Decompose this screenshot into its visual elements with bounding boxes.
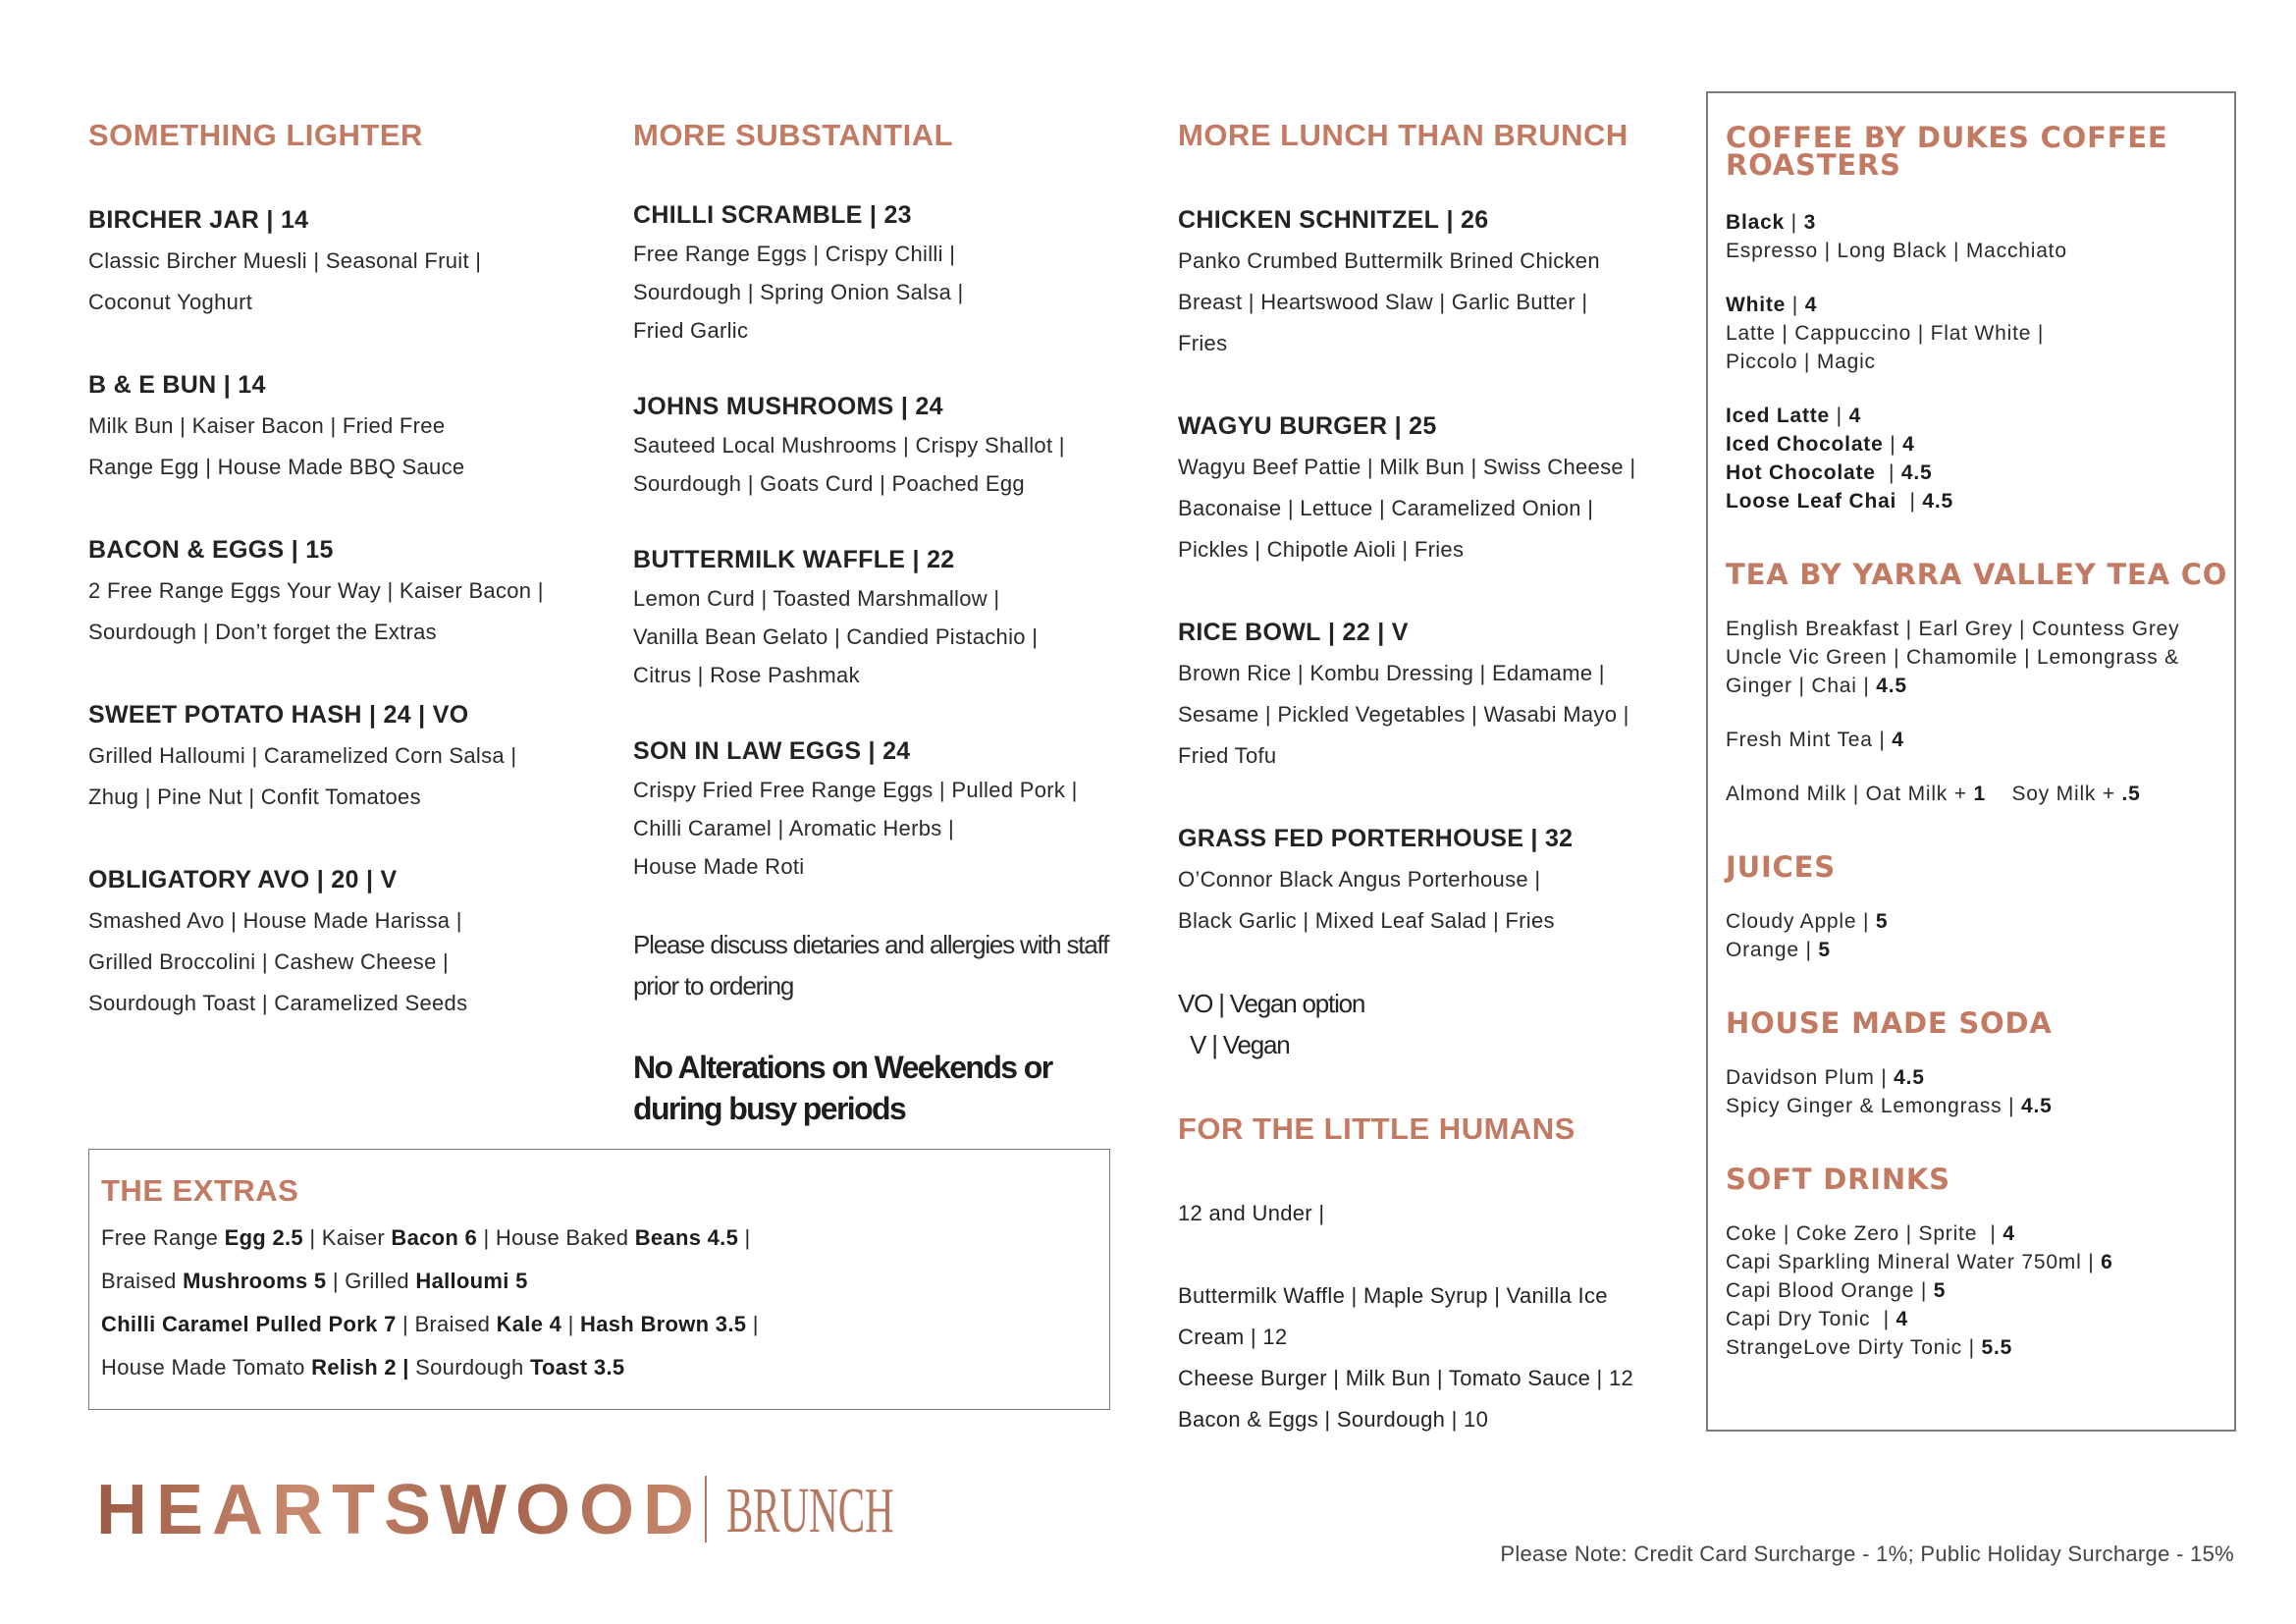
kids-line: Cream | 12 — [1178, 1325, 1288, 1349]
extras-line — [101, 1217, 1109, 1260]
line-text: | — [1830, 405, 1849, 427]
item-name: OBLIGATORY AVO — [88, 866, 310, 893]
price-text: 4.5 — [2020, 1095, 2053, 1117]
item-description: Sourdough Toast | Caramelized Seeds — [88, 991, 468, 1015]
drink-line — [1726, 291, 2234, 319]
price-text: Egg 2.5 — [224, 1225, 303, 1250]
drink-line — [1726, 1276, 2234, 1305]
heading-line: JUICES — [1726, 850, 1836, 884]
item-description: Sesame | Pickled Vegetables | Wasabi Mayo | — [1178, 702, 1629, 727]
line-text: Almond Milk | Oat Milk + — [1726, 783, 1974, 805]
price-text: Mushrooms 5 — [183, 1269, 327, 1293]
extras-box — [88, 1149, 1110, 1410]
item-description: Grilled Broccolini | Cashew Cheese | — [88, 949, 450, 974]
alterations-warning — [633, 1047, 1144, 1129]
menu-item — [88, 529, 599, 653]
line-text: | — [1785, 211, 1804, 234]
drink-group — [1726, 907, 2234, 964]
drink-line — [1726, 780, 2234, 808]
item-description: Fried Garlic — [633, 318, 749, 343]
item-name: BUTTERMILK WAFFLE — [633, 546, 906, 573]
item-description: Fries — [1178, 331, 1228, 355]
note-line: prior to ordering — [633, 971, 794, 1001]
menu-item — [1178, 406, 1688, 570]
price-text: 4.5 — [1894, 1066, 1925, 1089]
heading-line: ROASTERS — [1726, 148, 1901, 182]
drink-line — [1726, 319, 2234, 348]
section-heading — [1726, 1006, 2234, 1040]
item-price: | 14 — [259, 206, 309, 234]
drink-group — [1726, 291, 2234, 376]
drinks-section — [1726, 121, 2234, 515]
item-description: Zhug | Pine Nut | Confit Tomatoes — [88, 785, 421, 809]
line-text: Coke | Coke Zero | Sprite | — [1726, 1222, 2003, 1245]
item-price: | 22 — [905, 546, 955, 573]
line-text: | — [1883, 433, 1903, 456]
legend-line: VO | Vegan option — [1178, 989, 1365, 1018]
section-heading: MORE SUBSTANTIAL — [633, 118, 954, 152]
menu-item — [633, 732, 1144, 886]
item-description: Black Garlic | Mixed Leaf Salad | Fries — [1178, 908, 1555, 933]
item-description: O’Connor Black Angus Porterhouse | — [1178, 867, 1541, 892]
line-text: StrangeLove Dirty Tonic | — [1726, 1336, 1982, 1359]
item-description: Coconut Yoghurt — [88, 290, 253, 314]
line-text: Ginger | Chai | — [1726, 675, 1877, 697]
item-title — [88, 859, 599, 900]
item-description: Brown Rice | Kombu Dressing | Edamame | — [1178, 661, 1605, 685]
drink-line — [1726, 672, 2234, 700]
item-price: | 22 | V — [1320, 619, 1409, 646]
item-description: Free Range Eggs | Crispy Chilli | — [633, 242, 956, 266]
price-text: 5 — [1818, 939, 1831, 961]
item-name: GRASS FED PORTERHOUSE — [1178, 825, 1524, 852]
item-name: CHILLI SCRAMBLE — [633, 201, 863, 229]
brand-subtitle: BRUNCH — [726, 1475, 894, 1546]
extras-line — [101, 1346, 1109, 1389]
drink-line — [1726, 1063, 2234, 1092]
item-name: WAGYU BURGER — [1178, 412, 1388, 440]
legend-line: V | Vegan — [1178, 1030, 1290, 1059]
line-text: Latte | Cappuccino | Flat White | — [1726, 322, 2045, 345]
drink-group — [1726, 1063, 2234, 1120]
section-heading: THE EXTRAS — [101, 1173, 299, 1208]
logo-divider — [705, 1476, 707, 1543]
drink-line — [1726, 487, 2234, 515]
heading-line: COFFEE BY DUKES COFFEE — [1726, 121, 2168, 154]
drink-group — [1726, 1219, 2234, 1362]
item-description: Milk Bun | Kaiser Bacon | Fried Free — [88, 413, 446, 438]
item-description: Lemon Curd | Toasted Marshmallow | — [633, 586, 1000, 611]
price-text: White — [1726, 294, 1787, 316]
line-text: Fresh Mint Tea | — [1726, 729, 1893, 751]
item-price: | 15 — [284, 536, 334, 564]
menu-item — [88, 859, 599, 1024]
line-text: Free Range — [101, 1225, 225, 1250]
drink-group — [1726, 402, 2234, 515]
item-description: Sourdough | Spring Onion Salsa | — [633, 280, 964, 304]
drink-line — [1726, 1092, 2234, 1120]
menu-column-more-substantial — [633, 118, 1144, 1129]
item-price: | 32 — [1523, 825, 1574, 852]
price-text: 4 — [1892, 729, 1904, 751]
surcharge-note: Please Note: Credit Card Surcharge - 1%; Public Holiday Surcharge - 15% — [1500, 1542, 2234, 1566]
line-text: | — [738, 1225, 751, 1250]
section-heading — [1726, 850, 2234, 884]
heading-line: SOFT DRINKS — [1726, 1163, 1950, 1196]
line-text: | Kaiser — [302, 1225, 392, 1250]
item-description: Sauteed Local Mushrooms | Crispy Shallot | — [633, 433, 1065, 458]
line-text: Davidson Plum | — [1726, 1066, 1895, 1089]
drink-line — [1726, 402, 2234, 430]
line-text: Uncle Vic Green | Chamomile | Lemongrass & — [1726, 646, 2179, 669]
price-text: Toast 3.5 — [529, 1355, 625, 1380]
item-description: 2 Free Range Eggs Your Way | Kaiser Bacon | — [88, 578, 544, 603]
menu-item — [88, 199, 599, 323]
drinks-panel — [1706, 91, 2236, 1432]
line-text: Capi Dry Tonic | — [1726, 1308, 1896, 1330]
line-text: | — [561, 1312, 581, 1336]
drink-line — [1726, 1333, 2234, 1362]
line-text: Braised — [101, 1269, 184, 1293]
item-price: | 24 — [861, 737, 911, 765]
item-description: Vanilla Bean Gelato | Candied Pistachio | — [633, 624, 1039, 649]
line-text: | — [1786, 294, 1805, 316]
line-text: Piccolo | Magic — [1726, 351, 1876, 373]
price-text: Bacon 6 — [391, 1225, 478, 1250]
item-title — [1178, 199, 1688, 241]
menu-item — [1178, 612, 1688, 777]
price-text: Hash Brown 3.5 — [580, 1312, 747, 1336]
line-text: Capi Sparkling Mineral Water 750ml | — [1726, 1251, 2102, 1273]
drinks-section — [1726, 558, 2234, 808]
warning-line: during busy periods — [633, 1091, 906, 1126]
extras-line — [101, 1303, 1109, 1346]
item-title — [88, 199, 599, 241]
menu-item — [1178, 818, 1688, 942]
item-description: Crispy Fried Free Range Eggs | Pulled Pork | — [633, 778, 1078, 802]
menu-item — [88, 694, 599, 818]
drink-line — [1726, 237, 2234, 265]
item-price: | 25 — [1387, 412, 1437, 440]
dietary-legend — [1178, 983, 1688, 1065]
item-title — [1178, 818, 1688, 859]
kids-line: Buttermilk Waffle | Maple Syrup | Vanilla Ice — [1178, 1283, 1608, 1308]
menu-column-something-lighter — [88, 118, 599, 1065]
menu-item — [1178, 199, 1688, 364]
dietary-note — [633, 924, 1144, 1006]
price-text: 4 — [1804, 294, 1818, 316]
price-text: 4.5 — [1876, 675, 1907, 697]
item-description: Wagyu Beef Pattie | Milk Bun | Swiss Cheese | — [1178, 455, 1636, 479]
item-description: Panko Crumbed Buttermilk Brined Chicken — [1178, 248, 1600, 273]
drink-line — [1726, 459, 2234, 487]
item-title — [633, 732, 1144, 771]
menu-item — [88, 364, 599, 488]
price-text: Iced Chocolate — [1726, 433, 1884, 456]
price-text: Black — [1726, 211, 1786, 234]
kids-line — [1178, 1234, 1688, 1275]
price-text: Kale 4 — [496, 1312, 562, 1336]
brand-logo: HEARTSWOOD — [96, 1471, 703, 1549]
line-text: | Braised — [396, 1312, 497, 1336]
price-text: 6 — [2101, 1251, 2113, 1273]
note-line: Please discuss dietaries and allergies with staff — [633, 930, 1109, 959]
drink-line — [1726, 430, 2234, 459]
drink-line — [1726, 1219, 2234, 1248]
section-heading — [1726, 1163, 2234, 1196]
menu-item — [633, 196, 1144, 350]
item-name: RICE BOWL — [1178, 619, 1321, 646]
item-description: Fried Tofu — [1178, 743, 1277, 768]
section-heading: FOR THE LITTLE HUMANS — [1178, 1111, 1575, 1146]
line-text: English Breakfast | Earl Grey | Countess Grey — [1726, 618, 2180, 640]
drink-line — [1726, 348, 2234, 376]
item-price: | 26 — [1439, 206, 1489, 234]
price-text: 4.5 — [1922, 490, 1953, 513]
item-description: Chilli Caramel | Aromatic Herbs | — [633, 816, 954, 840]
line-text: Soy Milk + — [1985, 783, 2122, 805]
item-title — [88, 364, 599, 406]
drinks-section — [1726, 850, 2234, 964]
line-text: Sourdough — [408, 1355, 530, 1380]
line-text: | — [1875, 461, 1901, 484]
drink-line — [1726, 643, 2234, 672]
line-text: | House Baked — [477, 1225, 635, 1250]
menu-item — [633, 541, 1144, 694]
heading-line: TEA BY YARRA VALLEY TEA CO — [1726, 558, 2228, 591]
line-text: Cloudy Apple | — [1726, 910, 1876, 933]
price-text: Loose Leaf Chai — [1726, 490, 1897, 513]
price-text: 4.5 — [1900, 461, 1933, 484]
price-text: 4 — [1848, 405, 1862, 427]
section-heading: MORE LUNCH THAN BRUNCH — [1178, 118, 1629, 152]
item-title — [633, 541, 1144, 579]
item-title — [1178, 406, 1688, 447]
drinks-section — [1726, 1165, 2234, 1362]
item-description: House Made Roti — [633, 854, 805, 879]
drink-group — [1726, 208, 2234, 265]
kids-line: Bacon & Eggs | Sourdough | 10 — [1178, 1407, 1489, 1432]
price-text: Iced Latte — [1726, 405, 1831, 427]
drink-group — [1726, 780, 2234, 808]
price-text: 4 — [1896, 1308, 1909, 1330]
section-heading — [1726, 558, 2234, 591]
price-text: Beans 4.5 — [634, 1225, 739, 1250]
heading-line: HOUSE MADE SODA — [1726, 1006, 2053, 1040]
kids-line: 12 and Under | — [1178, 1201, 1325, 1225]
drink-line — [1726, 615, 2234, 643]
price-text: 3 — [1803, 211, 1817, 234]
extras-line — [101, 1260, 1109, 1303]
drink-group — [1726, 615, 2234, 700]
line-text: House Made Tomato — [101, 1355, 312, 1380]
price-text: .5 — [2121, 783, 2141, 805]
drinks-section — [1726, 1006, 2234, 1120]
kids-menu — [1178, 1193, 1688, 1440]
drink-line — [1726, 208, 2234, 237]
price-text: Chilli Caramel Pulled Pork 7 — [101, 1312, 397, 1336]
price-text: 5.5 — [1981, 1336, 2013, 1359]
kids-line: Cheese Burger | Milk Bun | Tomato Sauce | 12 — [1178, 1366, 1634, 1390]
item-description: Sourdough | Don’t forget the Extras — [88, 620, 437, 644]
line-text: | — [746, 1312, 759, 1336]
item-description: Citrus | Rose Pashmak — [633, 663, 860, 687]
item-price: | 24 — [893, 393, 943, 420]
item-description: Pickles | Chipotle Aioli | Fries — [1178, 537, 1465, 562]
drink-line — [1726, 726, 2234, 754]
item-price: | 23 — [862, 201, 912, 229]
item-price: | 14 — [216, 371, 266, 399]
drink-line — [1726, 1248, 2234, 1276]
item-name: JOHNS MUSHROOMS — [633, 393, 894, 420]
item-name: SWEET POTATO HASH — [88, 701, 362, 729]
item-name: SON IN LAW EGGS — [633, 737, 862, 765]
line-text: Capi Blood Orange | — [1726, 1279, 1934, 1302]
drink-line — [1726, 1305, 2234, 1333]
item-title — [633, 388, 1144, 426]
line-text: | — [1896, 490, 1923, 513]
section-heading: SOMETHING LIGHTER — [88, 118, 423, 152]
item-name: BACON & EGGS — [88, 536, 285, 564]
price-text: 1 — [1973, 783, 1986, 805]
item-description: Range Egg | House Made BBQ Sauce — [88, 455, 465, 479]
menu-item — [633, 388, 1144, 503]
item-name: B & E BUN — [88, 371, 217, 399]
drink-line — [1726, 907, 2234, 936]
item-description: Sourdough | Goats Curd | Poached Egg — [633, 471, 1025, 496]
item-description: Smashed Avo | House Made Harissa | — [88, 908, 462, 933]
price-text: 4 — [1902, 433, 1915, 456]
item-title — [88, 694, 599, 735]
item-description: Grilled Halloumi | Caramelized Corn Salsa | — [88, 743, 517, 768]
drink-group — [1726, 726, 2234, 754]
item-description: Baconaise | Lettuce | Caramelized Onion | — [1178, 496, 1594, 520]
item-description: Breast | Heartswood Slaw | Garlic Butter | — [1178, 290, 1588, 314]
price-text: Relish 2 | — [311, 1355, 409, 1380]
price-text: 5 — [1933, 1279, 1947, 1302]
item-description: Classic Bircher Muesli | Seasonal Fruit | — [88, 248, 482, 273]
line-text: Espresso | Long Black | Macchiato — [1726, 240, 2067, 262]
price-text: Halloumi 5 — [415, 1269, 528, 1293]
menu-column-more-lunch — [1178, 118, 1688, 1440]
price-text: Hot Chocolate — [1726, 461, 1876, 484]
line-text: | Grilled — [326, 1269, 416, 1293]
item-price: | 24 | VO — [361, 701, 469, 729]
drink-line — [1726, 936, 2234, 964]
warning-line: No Alterations on Weekends or — [633, 1050, 1052, 1085]
item-title — [1178, 612, 1688, 653]
section-heading — [1726, 121, 2234, 182]
item-price: | 20 | V — [309, 866, 398, 893]
item-title — [633, 196, 1144, 235]
price-text: 4 — [2002, 1222, 2015, 1245]
line-text: Orange | — [1726, 939, 1819, 961]
price-text: 5 — [1875, 910, 1889, 933]
item-name: CHICKEN SCHNITZEL — [1178, 206, 1440, 234]
item-name: BIRCHER JAR — [88, 206, 260, 234]
line-text: Spicy Ginger & Lemongrass | — [1726, 1095, 2021, 1117]
item-title — [88, 529, 599, 570]
